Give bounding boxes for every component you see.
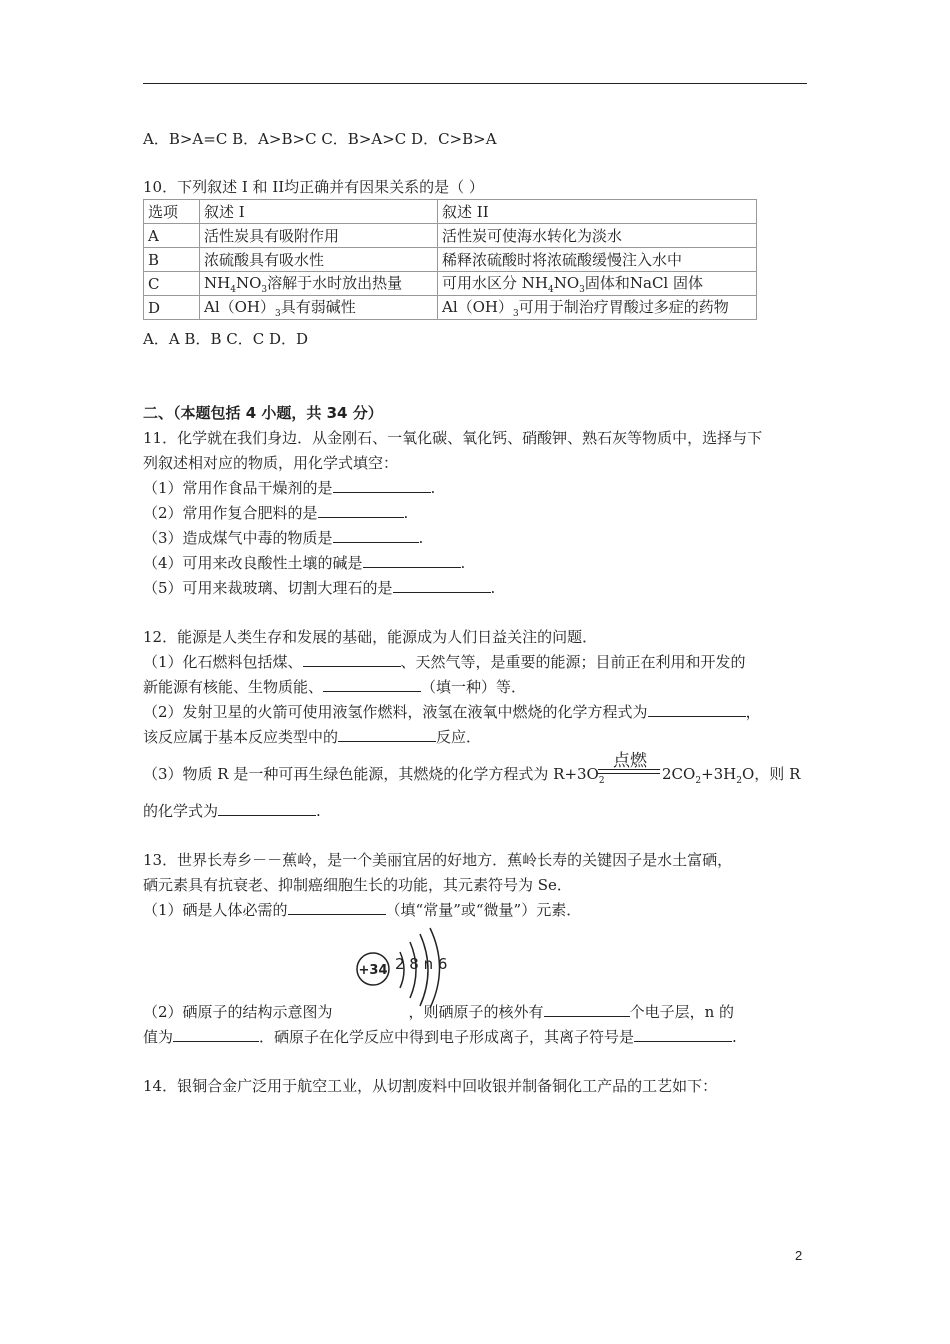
table-cell: $Al(OH)_3$具有弱碱性 — [200, 296, 438, 320]
q13-stem-line1: 13．世界长寿乡－－蕉岭，是一个美丽宜居的好地方．蕉岭长寿的关键因子是水土富硒， — [143, 851, 733, 869]
q11-stem-line2: 列叙述相对应的物质，用化学式填空： — [143, 454, 399, 472]
q10-stem: 10．下列叙述 I 和 II均正确并有因果关系的是（ ） — [143, 178, 484, 196]
table-header-row — [144, 200, 757, 224]
table-cell: 叙述 I — [200, 200, 438, 224]
table-cell: B — [144, 248, 200, 272]
q14-stem: 14．银铜合金广泛用于航空工业，从切割废料中回收银并制备铜化工产品的工艺如下： — [143, 1077, 718, 1095]
answer-blank[interactable] — [338, 727, 436, 742]
q11-stem-line1: 11．化学就在我们身边．从金刚石、一氧化碳、氧化钙、硝酸钾、熟石灰等物质中，选择与下 — [143, 429, 763, 447]
table-cell: 可用水区分 $NH_4NO_3$固体和NaCl 固体 — [438, 272, 757, 296]
q13-stem-line2: 硒元素具有抗衰老、抑制癌细胞生长的功能，其元素符号为 Se． — [143, 876, 572, 894]
q12-part3-line2: 的化学式为 . — [143, 802, 321, 820]
table-row — [144, 248, 757, 272]
electron-shell-counts: 2 8 n 6 — [395, 955, 448, 973]
table-cell: C — [144, 272, 200, 296]
answer-blank[interactable] — [173, 1027, 259, 1042]
table-cell: $Al(OH)_3$可用于制治疗胃酸过多症的药物 — [438, 296, 757, 320]
prev-question-options: A．B>A=C B．A>B>C C．B>A>C D．C>B>A — [143, 130, 497, 148]
q11-item-2: （2）常用作复合肥料的是 . — [143, 504, 409, 522]
q13-part2-line1: （2）硒原子的结构示意图为 ，则硒原子的核外有 个电子层，n 的 — [143, 1003, 734, 1021]
selenium-atom-structure-diagram — [350, 920, 460, 1010]
table-cell: A — [144, 224, 200, 248]
table-cell: $NH_4NO_3$溶解于水时放出热量 — [200, 272, 438, 296]
equals-sign — [598, 769, 660, 774]
q12-part3-equation-left: （3）物质 R 是一种可再生绿色能源，其燃烧的化学方程式为 $R+3O_2$ — [143, 765, 605, 786]
reaction-condition-label: 点燃 — [613, 751, 647, 771]
table-row — [144, 272, 757, 296]
answer-blank[interactable] — [218, 801, 316, 816]
q10-table — [143, 199, 757, 320]
q12-part2-line1: （2）发射卫星的火箭可使用液氢作燃料，液氢在液氧中燃烧的化学方程式为 ， — [143, 703, 761, 721]
answer-blank[interactable] — [288, 900, 386, 915]
header-rule — [143, 83, 807, 84]
answer-blank[interactable] — [363, 553, 461, 568]
table-cell: 浓硫酸具有吸水性 — [200, 248, 438, 272]
q13-part2-line2: 值为 ．硒原子在化学反应中得到电子形成离子，其离子符号是 . — [143, 1028, 737, 1046]
page-number: 2 — [795, 1248, 803, 1263]
nucleus-charge: +34 — [358, 963, 388, 978]
answer-blank[interactable] — [648, 702, 746, 717]
q12-part2-line2: 该反应属于基本反应类型中的 反应． — [143, 728, 482, 746]
answer-blank[interactable] — [318, 503, 404, 518]
table-row — [144, 224, 757, 248]
q12-stem: 12．能源是人类生存和发展的基础，能源成为人们日益关注的问题． — [143, 628, 598, 646]
answer-blank[interactable] — [323, 677, 421, 692]
answer-blank[interactable] — [333, 528, 419, 543]
answer-blank[interactable] — [393, 578, 491, 593]
answer-blank[interactable] — [333, 478, 431, 493]
section-2-heading: 二、（本题包括 4 小题，共 34 分） — [143, 404, 383, 422]
table-cell: 选项 — [144, 200, 200, 224]
q12-part1-line1: （1）化石燃料包括煤、 、天然气等，是重要的能源；目前正在利用和开发的 — [143, 653, 746, 671]
q10-options: A．A B．B C．C D．D — [143, 330, 309, 348]
q12-part3-equation-right: $2CO_2+3H_2O$，则 R — [662, 765, 801, 786]
q12-part1-line2: 新能源有核能、生物质能、 （填一种）等． — [143, 678, 527, 696]
q11-item-4: （4）可用来改良酸性土壤的碱是 . — [143, 554, 466, 572]
table-row — [144, 296, 757, 320]
table-cell: 叙述 II — [438, 200, 757, 224]
q11-item-3: （3）造成煤气中毒的物质是 . — [143, 529, 424, 547]
answer-blank[interactable] — [634, 1027, 732, 1042]
q13-part1: （1）硒是人体必需的 （填“常量”或“微量”）元素． — [143, 901, 582, 919]
table-cell: 活性炭具有吸附作用 — [200, 224, 438, 248]
answer-blank[interactable] — [544, 1002, 630, 1017]
table-cell: D — [144, 296, 200, 320]
q11-item-1: （1）常用作食品干燥剂的是 . — [143, 479, 436, 497]
table-cell: 稀释浓硫酸时将浓硫酸缓慢注入水中 — [438, 248, 757, 272]
q11-item-5: （5）可用来裁玻璃、切割大理石的是 . — [143, 579, 496, 597]
table-cell: 活性炭可使海水转化为淡水 — [438, 224, 757, 248]
answer-blank[interactable] — [303, 652, 401, 667]
